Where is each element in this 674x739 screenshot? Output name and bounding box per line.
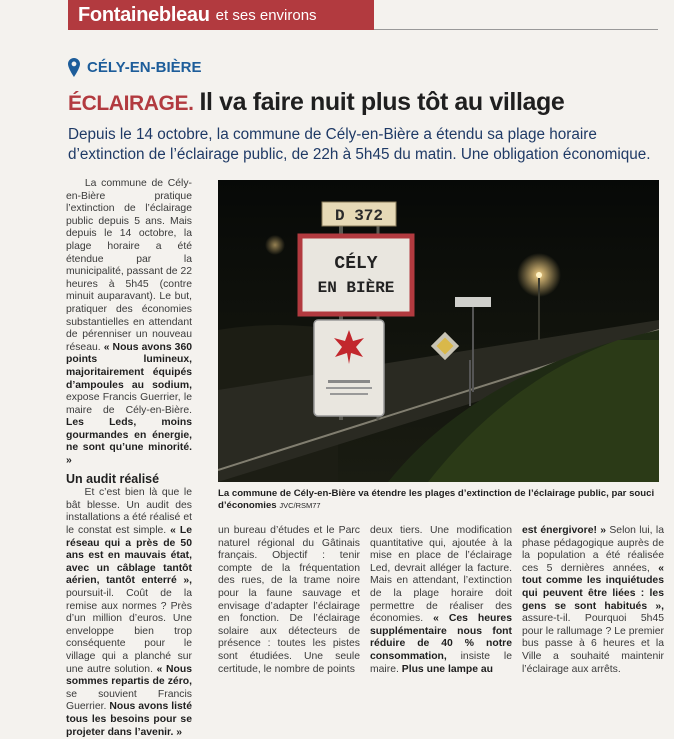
text: insiste le maire. <box>370 650 512 675</box>
road-number-sign: D 372 <box>334 207 384 225</box>
article-column-1 <box>66 178 192 739</box>
town-sign-name: CÉLY <box>334 254 378 274</box>
town-sign-name: EN BIÈRE <box>317 279 395 297</box>
quote: « Ces heures supplémentaire nous font réduire de 40 % notre consommation, <box>370 613 512 662</box>
text: se souvient Francis Guerrier. <box>66 688 192 713</box>
article-lead: Depuis le 14 octobre, la commune de Cély-en-Bière a étendu sa plage horaire d’extinction de l’éclairage public, de 22h à 5h45 du matin. Une obligation économique. <box>68 126 651 163</box>
caption-text: La commune de Cély-en-Bière va étendre les plages d’extinction de l’éclairage public, par souci d’économies <box>218 488 655 511</box>
location-pin-icon <box>68 58 80 77</box>
quote: Les Leds, moins gourmandes en énergie, ne sont qu’une minorité. » <box>66 417 192 467</box>
photo-credit: JVC/RSM77 <box>279 500 321 510</box>
article-photo <box>218 180 659 482</box>
paragraph <box>66 487 192 739</box>
headline-kicker: ÉCLAIRAGE. <box>68 92 194 115</box>
article-column-2 <box>218 525 360 676</box>
quote: est énergivore! » <box>522 525 607 536</box>
article-subheading: Un audit réalisé <box>66 471 160 486</box>
paragraph: un bureau d’études et le Parc naturel régional du Gâtinais français. Objectif : tenir compte de la fréquentation des rues, de la trame noire pour la faune sauvage et envisage d’adapter l’éclairage en fonction. De l’éclairage solaire aux détecteurs de présence : toutes les pistes sont étudiées. Une seule certitude, le nombre de points <box>218 525 360 675</box>
paragraph <box>66 178 192 468</box>
quote: « Nous avons 360 points lumineux, majoritairement équipés d’ampoules au sodium, <box>66 341 192 391</box>
paragraph <box>370 525 512 676</box>
paragraph <box>522 525 664 676</box>
text: assure-t-il. Pourquoi 5h45 pour le rallumage ? Le premier bus passe à 6 heures et la Ville a souhaité maintenir l’éclairage aux arrêts. <box>522 613 664 675</box>
text: Selon lui, la phase pédagogique auprès de la population a été réalisée ces 5 dernières années, <box>522 525 664 574</box>
section-subtitle: et ses environs <box>215 6 317 24</box>
night-road-image <box>218 180 659 482</box>
text: La commune de Cély-en-Bière pratique l’extinction de l’éclairage public depuis 5 ans. Mais depuis le 14 octobre, la plage horaire a été étendue par la municipalité, passant de 22 heures à 5h45 (contre minuit auparavant). Le but, pratiquer des économies substantielles en attendant de pérenniser un nouveau réseau. <box>66 178 192 353</box>
quote: Plus une lampe au <box>401 663 493 675</box>
quote: « Le réseau qui a près de 50 ans est en mauvais état, avec un câblage tantôt aérien, tantôt enterré », <box>66 525 193 587</box>
text: expose Francis Guerrier, le maire de Cély-en-Bière. <box>66 392 192 416</box>
article-headline <box>68 88 564 117</box>
quote: « Nous sommes repartis de zéro, <box>66 663 193 688</box>
location-label: CÉLY-EN-BIÈRE <box>87 59 202 76</box>
headline-title: Il va faire nuit plus tôt au village <box>199 88 565 116</box>
text: Et c’est bien là que le bât blesse. Un audit des installations a été réalisé et le constat est simple. <box>66 487 192 537</box>
article-location <box>68 58 201 77</box>
article-column-4 <box>522 525 664 676</box>
section-header <box>68 0 374 30</box>
text: poursuit-il. Coût de la remise aux normes ? Près d’un million d’euros. Une enveloppe bien trop conséquente pour le village qui a planché sur une autre solution. <box>66 588 192 675</box>
header-rule <box>374 29 658 30</box>
text: deux tiers. Une modification quantitative qui, ajoutée à la mise en place de l’éclairage Led, devrait alléger la facture. Mais en attendant, l’extinction de la plage horaire doit permettre de réaliser des économies. <box>370 525 512 625</box>
section-title: Fontainebleau <box>78 3 210 26</box>
photo-caption <box>218 488 659 511</box>
article-column-3 <box>370 525 512 676</box>
quote: « tout comme les inquiétudes qui peuvent être liées : les gens se sont habitués », <box>522 562 665 612</box>
quote: Nous avons listé tous les besoins pour se projeter dans l’avenir. » <box>66 701 193 738</box>
